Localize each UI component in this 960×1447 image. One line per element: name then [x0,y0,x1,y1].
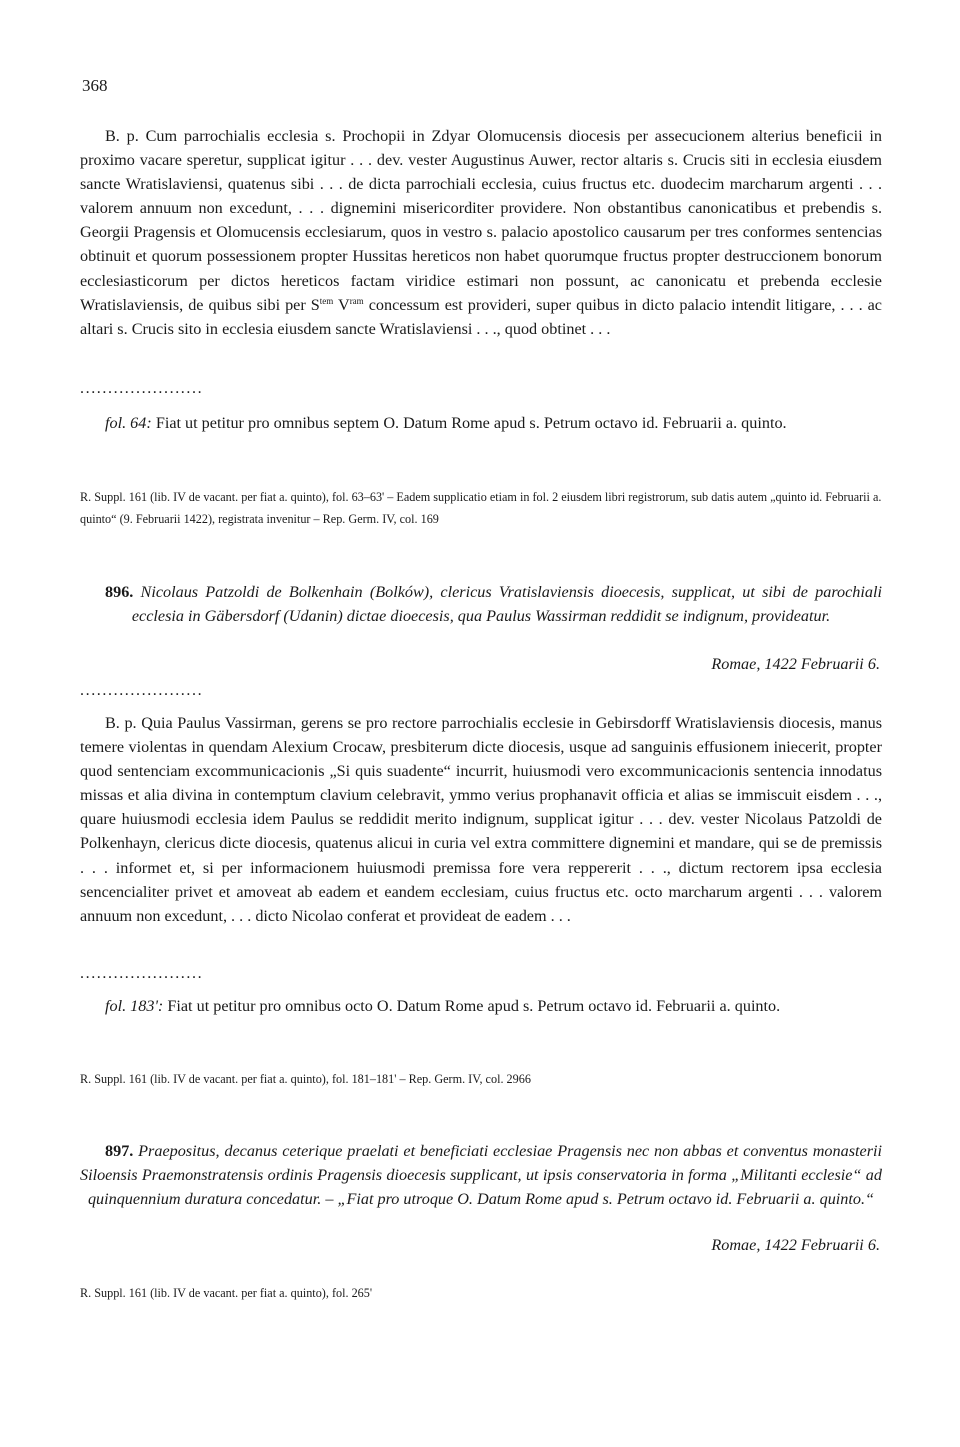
entry-897-heading [80,1139,882,1211]
entry-896-supplication-text: B. p. Quia Paulus Vassirman, gerens se pro rectore parrochialis ecclesie in Gebirsdorff Wratislaviensis diocesis, manus temere violentas in quendam Alexium Crocaw, presbiterum dicte diocesis, usque ad sanguinis effusionem iniecerit, propter quod sentenciam excommunicacionis „Si quis suadente“ incurrit, huiusmodi vero excommunicacionis sentencia innodatus missas et alia divina in contemptum clavium celebravit, ymmo verius prophanavit officia et alias se immiscuit eisdem . . ., quare huiusmodi ecclesia idem Paulus se reddidit merito indignum, supplicat igitur . . . dev. vester Nicolaus Patzoldi de Polkenhayn, clericus dicte diocesis, quatenus alicui in curia vel extra committere dignemini et mandare, qui se de premissis . . . informet et, si per informacionem huiusmodi premissa fore vera reppererit . . ., dictum rectorem ipsa ecclesia sencencialiter privet et amoveat ab eadem et eandem ecclesiam, cuius fructus etc. octo marcharum argenti . . . valorem annuum non excedunt, . . . dicto Nicolao conferat et provideat de eadem . . . [80,714,882,925]
fiat-folio: fol. 183': [105,997,164,1015]
entry-895-supplication-text [80,124,882,341]
page-number: 368 [82,76,108,95]
entry-896-date: Romae, 1422 Februarii 6. [711,655,880,673]
entry-summary: Praepositus, decanus ceterique praelati et beneficiati ecclesiae Pragensis nec non abbas et conventus monasterii Siloensis Praemonstratensis ordinis Pragensis dioecesis supplicant, ut ipsis conservatoria in forma „Militanti ecclesie“ ad quinquennium duratura concedatur. – „Fiat pro utroque O. Datum Rome apud s. Petrum octavo id. Februarii a. quinto.“ [80,1142,882,1209]
entry-number: 896. [105,583,134,601]
text-part-1: B. p. Cum parrochialis ecclesia s. Prochopii in Zdyar Olomucensis diocesis per assecucionem alterius beneficii in proximo vacare speretur, supplicat igitur . . . dev. vester Augustinus Auwer, rector altaris s. Crucis siti in ecclesia eiusdem sancte Wratislaviensi, quatenus sibi . . . de dicta parrochiali ecclesia, cuius fructus etc. duodecim marcharum argenti . . . valorem annuum non excedunt, . . . dignemini misericorditer providere. Non obstantibus canonicatibus et prebendis s. Georgii Pragensis et Olomucensis ecclesiarum, quos in vestro s. palacio apostolico causarum per tres conformes sentencias obtinuit et quorum possessionem propter Hussitas hereticos non habet quorumque fructus propter destruccionem bonorum ecclesiasticorum per dictos hereticos factam viridice estimari non possunt, ac canonicatu et prebenda ecclesie Wratislaviensis, de quibus sibi per S [80,127,882,314]
fiat-folio: fol. 64: [105,414,152,432]
entry-number: 897. [105,1142,134,1160]
superscript-vram: ram [349,295,364,306]
entry-896-fiat [80,994,882,1018]
entry-summary: Nicolaus Patzoldi de Bolkenhain (Bolków), clericus Vratislaviensis dioecesis, supplicat, ut sibi de parochiali ecclesia in Gäbersdorf (Udanin) dictae dioecesis, qua Paulus Wassirman reddidit se indignum, provideatur. [131,583,882,626]
fiat-text: Fiat ut petitur pro omnibus septem O. Datum Rome apud s. Petrum octavo id. Februarii a. quinto. [151,414,787,432]
entry-895-fiat [80,411,882,435]
entry-897-date: Romae, 1422 Februarii 6. [711,1236,880,1254]
entry-896-archival-note: R. Suppl. 161 (lib. IV de vacant. per fiat a. quinto), fol. 181–181' – Rep. Germ. IV, col. 2966 [80,1072,531,1086]
omission-dots: ...................... [80,380,204,397]
text-part-3: concessum est provideri, super quibus in dicto palacio intendit litigare, . . . ac altari s. Crucis sito in ecclesia eiusdem sancte Wratislaviensi . . ., quod obtinet . . . [80,295,882,338]
entry-895-archival-note: R. Suppl. 161 (lib. IV de vacant. per fiat a. quinto), fol. 63–63' – Eadem supplicatio etiam in fol. 2 eiusdem libri registrorum, sub datis autem „quinto id. Februarii a. quinto“ (9. Februarii 1422), registrata invenitur – Rep. Germ. IV, col. 169 [80,490,882,526]
entry-896-heading [80,580,882,628]
entry-897-archival-note: R. Suppl. 161 (lib. IV de vacant. per fiat a. quinto), fol. 265' [80,1286,373,1300]
text-part-2: V [333,295,350,314]
omission-dots: ...................... [80,682,204,699]
omission-dots: ...................... [80,965,204,982]
superscript-stem: tem [319,295,334,306]
fiat-text: Fiat ut petitur pro omnibus octo O. Datum Rome apud s. Petrum octavo id. Februarii a. quinto. [163,997,781,1015]
